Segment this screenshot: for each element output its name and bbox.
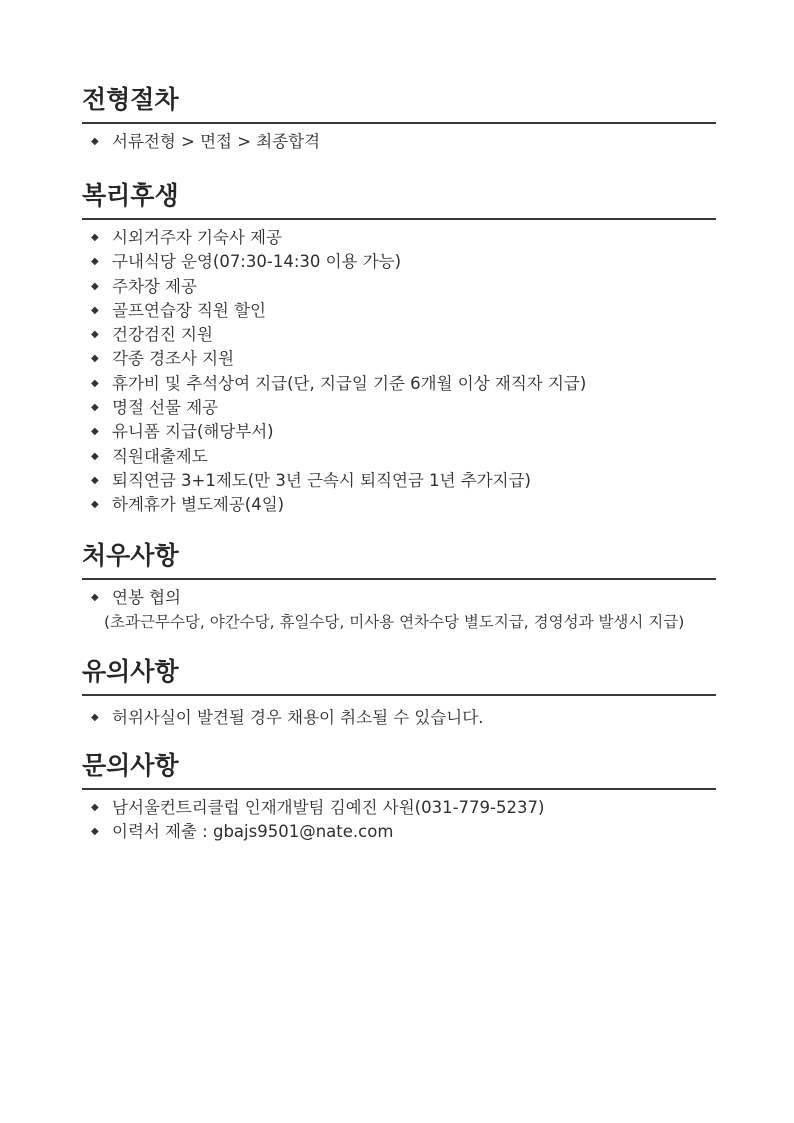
section-title: 문의사항 [82, 748, 716, 790]
item-list [82, 796, 716, 845]
bullet-icon: ◆ [91, 802, 99, 813]
item-list [82, 226, 716, 518]
list-item: ◆ 남서울컨트리클럽 인재개발팀 김예진 사원(031-779-5237) [82, 796, 716, 820]
list-item: ◆ 휴가비 및 추석상여 지급(단, 지급일 기준 6개월 이상 재직자 지급) [82, 372, 716, 396]
item-list [82, 586, 716, 610]
section-notice [82, 654, 716, 730]
list-item: ◆ 건강검진 지원 [82, 323, 716, 347]
list-item: ◆ 명절 선물 제공 [82, 396, 716, 420]
bullet-icon: ◆ [91, 474, 99, 486]
list-item: ◆ 허위사실이 발견될 경우 채용이 취소될 수 있습니다. [82, 706, 716, 730]
list-item: ◆ 직원대출제도 [82, 445, 716, 469]
list-item: ◆ 연봉 협의 [82, 586, 716, 610]
section-compensation [82, 538, 716, 634]
bullet-icon: ◆ [91, 426, 99, 438]
bullet-icon: ◆ [91, 304, 99, 316]
section-title: 복리후생 [82, 178, 716, 220]
bullet-icon: ◆ [91, 256, 99, 268]
section-title: 처우사항 [82, 538, 716, 580]
list-item: ◆ 각종 경조사 지원 [82, 347, 716, 371]
list-item: ◆ 하계휴가 별도제공(4일) [82, 493, 716, 517]
bullet-icon: ◆ [91, 329, 99, 341]
item-list [82, 130, 716, 154]
section-selection-process [82, 82, 716, 154]
list-item: ◆ 주차장 제공 [82, 275, 716, 299]
list-item: ◆ 서류전형 > 면접 > 최종합격 [82, 130, 716, 154]
list-item: ◆ 구내식당 운영(07:30-14:30 이용 가능) [82, 250, 716, 274]
bullet-icon: ◆ [91, 402, 99, 414]
bullet-icon: ◆ [91, 592, 99, 603]
item-list [82, 706, 716, 730]
bullet-icon: ◆ [91, 377, 99, 389]
section-benefits [82, 178, 716, 518]
list-item: ◆ 이력서 제출 : gbajs9501@nate.com [82, 820, 716, 844]
bullet-icon: ◆ [91, 232, 99, 243]
list-item: ◆ 퇴직연금 3+1제도(만 3년 근속시 퇴직연금 1년 추가지급) [82, 469, 716, 493]
bullet-icon: ◆ [91, 712, 99, 723]
list-item: ◆ 골프연습장 직원 할인 [82, 299, 716, 323]
bullet-icon: ◆ [91, 353, 99, 365]
bullet-icon: ◆ [91, 450, 99, 462]
bullet-icon: ◆ [91, 280, 99, 292]
section-inquiries [82, 748, 716, 845]
list-item: ◆ 유니폼 지급(해당부서) [82, 420, 716, 444]
section-title: 전형절차 [82, 82, 716, 124]
section-title: 유의사항 [82, 654, 716, 696]
bullet-icon: ◆ [91, 136, 99, 147]
list-item: ◆ 시외거주자 기숙사 제공 [82, 226, 716, 250]
bullet-icon: ◆ [91, 499, 99, 511]
bullet-icon: ◆ [91, 826, 99, 838]
compensation-note: (초과근무수당, 야간수당, 휴일수당, 미사용 연차수당 별도지급, 경영성과 발생시 지급) [104, 613, 685, 632]
